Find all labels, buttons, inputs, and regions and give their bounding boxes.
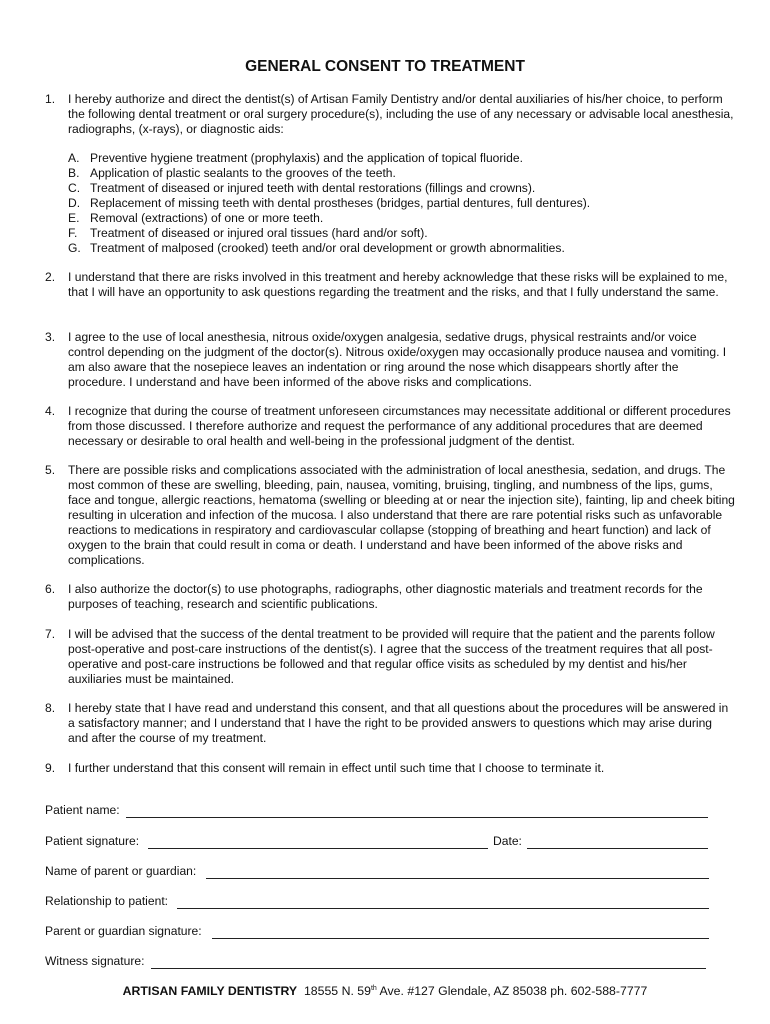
address-part: 18555 N. 59: [303, 984, 371, 998]
procedure-letter: D.: [68, 196, 81, 210]
address-ordinal: th: [370, 985, 377, 992]
item-number: 3.: [45, 330, 56, 344]
procedure-letter: B.: [68, 166, 80, 180]
item-text: I hereby state that I have read and understand this consent, and that all questions about the procedures will be answered in a satisfactory manner; and I understand that I have the right to be provided answers to questions which may arise during and after the course of my treatment.: [68, 701, 729, 745]
item-text: I agree to the use of local anesthesia, nitrous oxide/oxygen analgesia, sedative drugs, physical restraints and/or voice control depending on the judgment of the doctor(s). Nitrous oxide/oxygen may occasionally produce nausea and vomiting. I am also aware that the nosepiece leaves an indentation or ring around the nose which disappears shortly after the procedure. I understand and have been informed of the above risks and complications.: [68, 330, 727, 389]
address-rest: Ave. #127 Glendale, AZ 85038 ph. 602-588-7777: [376, 984, 648, 998]
procedure-text: Removal (extractions) of one or more teeth.: [90, 211, 324, 225]
item-text: I recognize that during the course of treatment unforeseen circumstances may necessitate additional or different procedures from those discussed. I therefore authorize and request the performance of any additional procedures that are deemed necessary or desirable to oral health and well-being in the professional judgment of the dentist.: [68, 404, 731, 448]
item-number: 9.: [45, 761, 56, 775]
patient-name-label: Patient name:: [45, 803, 120, 817]
consent-item-3: [45, 330, 735, 390]
procedure-letter: F.: [68, 226, 78, 240]
procedure-item: [68, 211, 668, 226]
procedure-list: [68, 151, 668, 256]
procedure-item: [68, 226, 668, 241]
relationship-field[interactable]: [177, 908, 709, 909]
procedure-item: [68, 196, 668, 211]
procedure-text: Application of plastic sealants to the grooves of the teeth.: [90, 166, 396, 180]
item-number: 7.: [45, 627, 56, 641]
parent-name-field[interactable]: [206, 878, 709, 879]
procedure-letter: G.: [68, 241, 81, 255]
item-text: I understand that there are risks involved in this treatment and hereby acknowledge that these risks will be explained to me, that I will have an opportunity to ask questions regarding the treatment and the risks, and that I fully understand the same.: [68, 270, 728, 299]
item-text: I hereby authorize and direct the dentist(s) of Artisan Family Dentistry and/or dental auxiliaries of his/her choice, to perform the following dental treatment or oral surgery procedure(s), including the use of any necessary or advisable local anesthesia, radiographs, (x-rays), or diagnostic aids:: [68, 92, 734, 136]
document-title: GENERAL CONSENT TO TREATMENT: [245, 58, 525, 75]
consent-item-1: [45, 92, 735, 137]
procedure-letter: A.: [68, 151, 80, 165]
relationship-label: Relationship to patient:: [45, 894, 169, 908]
consent-item-8: [45, 701, 735, 746]
consent-item-9: [45, 761, 735, 776]
patient-name-field[interactable]: [126, 817, 708, 818]
procedure-text: Replacement of missing teeth with dental prostheses (bridges, partial dentures, full dentures).: [90, 196, 591, 210]
procedure-item: [68, 151, 668, 166]
witness-signature-field[interactable]: [151, 968, 706, 969]
item-number: 6.: [45, 582, 56, 596]
item-text: There are possible risks and complications associated with the administration of local anesthesia, sedation, and drugs. The most common of these are swelling, bleeding, pain, nausea, vomiting, bruising, tingling, and numbness of the lips, gums, face and tongue, allergic reactions, hematoma (swelling or bleeding at or near the injection site), fainting, lip and cheek biting resulting in ulceration and infection of the mucosa. I also understand that there are rare potential risks such as unfavorable reactions to medications in respiratory and cardiovascular collapse (stopping of breathing and heart function) and lack of oxygen to the brain that could result in coma or death. I understand and have been informed of the above risks and complications.: [68, 463, 735, 567]
procedure-text: Treatment of malposed (crooked) teeth and/or oral development or growth abnormalities.: [90, 241, 565, 255]
consent-item-2: [45, 270, 735, 300]
item-number: 5.: [45, 463, 56, 477]
item-text: I further understand that this consent will remain in effect until such time that I choose to terminate it.: [68, 761, 605, 775]
consent-item-7: [45, 627, 735, 687]
parent-signature-field[interactable]: [212, 938, 709, 939]
patient-signature-field[interactable]: [148, 848, 488, 849]
item-text: I will be advised that the success of the dental treatment to be provided will require that the patient and the parents follow post-operative and post-care instructions of the dentist(s). I agree that the success of the treatment requires that all post-operative and post-care instructions be followed and that regular office visits as scheduled by my dentist and his/her auxiliaries must be maintained.: [68, 627, 715, 686]
item-text: I also authorize the doctor(s) to use photographs, radiographs, other diagnostic materials and treatment records for the purposes of teaching, research and scientific publications.: [68, 582, 703, 611]
consent-item-5: [45, 463, 735, 568]
practice-footer: [0, 984, 770, 999]
procedure-text: Treatment of diseased or injured oral tissues (hard and/or soft).: [90, 226, 428, 240]
item-number: 8.: [45, 701, 56, 715]
patient-signature-label: Patient signature:: [45, 834, 140, 848]
item-number: 1.: [45, 92, 56, 106]
procedure-text: Treatment of diseased or injured teeth with dental restorations (fillings and crowns).: [90, 181, 536, 195]
parent-name-label: Name of parent or guardian:: [45, 864, 197, 878]
procedure-item: [68, 181, 668, 196]
procedure-letter: E.: [68, 211, 80, 225]
item-number: 2.: [45, 270, 56, 284]
consent-item-4: [45, 404, 735, 449]
procedure-letter: C.: [68, 181, 81, 195]
witness-signature-label: Witness signature:: [45, 954, 145, 968]
date-label: Date:: [493, 834, 522, 848]
item-number: 4.: [45, 404, 56, 418]
consent-item-6: [45, 582, 735, 612]
parent-signature-label: Parent or guardian signature:: [45, 924, 202, 938]
practice-name: ARTISAN FAMILY DENTISTRY: [122, 984, 298, 998]
procedure-item: [68, 166, 668, 181]
procedure-text: Preventive hygiene treatment (prophylaxis) and the application of topical fluoride.: [90, 151, 523, 165]
procedure-item: [68, 241, 668, 256]
date-field[interactable]: [527, 848, 708, 849]
